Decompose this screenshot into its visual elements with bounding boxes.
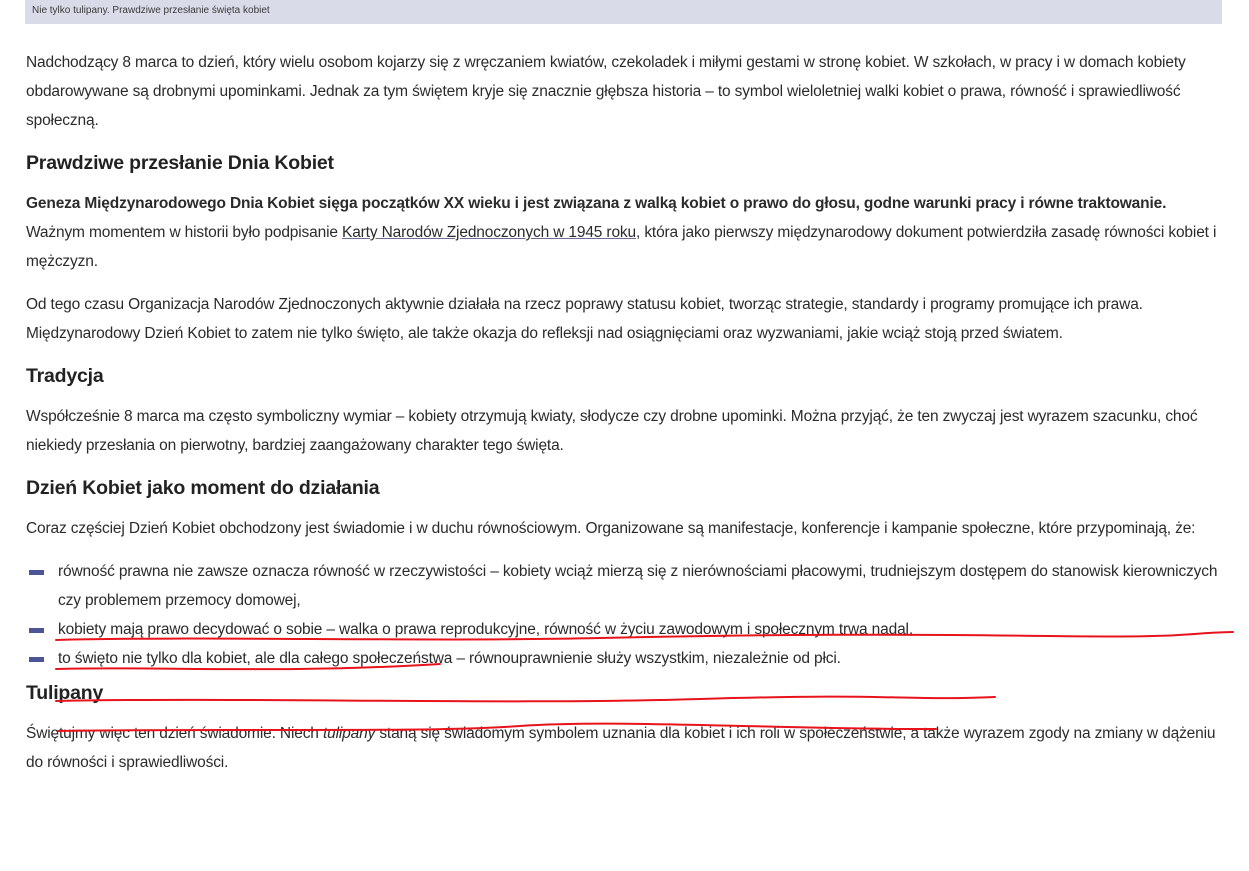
un-paragraph: Od tego czasu Organizacja Narodów Zjednoczonych aktywnie działała na rzecz poprawy statusu kobiet, tworząc strategie, standardy i programy promujące ich prawa. Międzynarodowy Dzień Kobiet to zatem nie tylko święto, ale także okazja do refleksji nad osiągnięciami oraz wyzwaniami, jakie wciąż stoją przed światem.: [26, 296, 1143, 342]
list-item-text: to święto nie tylko dla kobiet, ale dla całego społeczeństwa – równouprawnienie służy wszystkim, niezależnie od płci.: [58, 650, 841, 667]
breadcrumb[interactable]: Nie tylko tulipany. Prawdziwe przesłanie święta kobiet: [32, 5, 270, 16]
action-bullet-list: [26, 557, 1226, 673]
tulips-paragraph: [26, 719, 1226, 777]
list-item-text: równość prawna nie zawsze oznacza równość w rzeczywistości – kobiety wciąż mierzą się z nierównościami płacowymi, trudniejszym dostępem do stanowisk kierowniczych czy problemem przemocy domowej,: [58, 563, 1218, 609]
tulips-text-after: staną się świadomym symbolem uznania dla kobiet i ich roli w społeczeństwie, a także wyrazem zgody na zmiany w dążeniu do równości i sprawiedliwości.: [26, 725, 1216, 771]
genesis-text-after-link: , która jako pierwszy międzynarodowy dokument potwierdziła zasadę równości kobiet i mężczyzn.: [26, 224, 1217, 270]
bullet-marker: [29, 657, 44, 662]
tradition-paragraph: Współcześnie 8 marca ma często symboliczny wymiar – kobiety otrzymują kwiaty, słodycze czy drobne upominki. Można przyjąć, że ten zwyczaj jest wyrazem szacunku, choć niekiedy przesłania on pierwotny, bardziej zaangażowany charakter tego święta.: [26, 408, 1198, 454]
genesis-paragraph: [26, 189, 1226, 276]
section-heading-tradition: Tradycja: [26, 365, 104, 387]
action-paragraph: Coraz częściej Dzień Kobiet obchodzony jest świadomie i w duchu równościowym. Organizowane są manifestacje, konferencje i kampanie społeczne, które przypominają, że:: [26, 520, 1196, 537]
list-item: [26, 557, 1226, 615]
genesis-text-before-link: Ważnym momentem w historii było podpisanie: [26, 224, 343, 241]
list-item: [26, 644, 1226, 673]
intro-paragraph: Nadchodzący 8 marca to dzień, który wielu osobom kojarzy się z wręczaniem kwiatów, czekoladek i miłymi gestami w stronę kobiet. W szkołach, w pracy i w domach kobiety obdarowywane są drobnymi upominkami. Jednak za tym świętem kryje się znacznie głębsza historia – to symbol wieloletniej walki kobiet o prawa, równość i sprawiedliwość społeczną.: [26, 54, 1186, 129]
list-item-text: kobiety mają prawo decydować o sobie – walka o prawa reprodukcyjne, równość w życiu zawodowym i społecznym trwa nadal,: [58, 621, 914, 638]
genesis-bold-lead: Geneza Międzynarodowego Dnia Kobiet sięga początków XX wieku i jest związana z walką kobiet o prawo do głosu, godne warunki pracy i równe traktowanie.: [26, 195, 1167, 212]
section-heading-message: Prawdziwe przesłanie Dnia Kobiet: [26, 152, 334, 174]
tulips-emphasis: tulipany: [322, 725, 376, 742]
tulips-text-before: Świętujmy więc ten dzień świadomie. Niech: [26, 725, 323, 742]
section-heading-action: Dzień Kobiet jako moment do działania: [26, 477, 380, 499]
bullet-marker: [29, 628, 44, 633]
bullet-marker: [29, 570, 44, 575]
article-body: [26, 48, 1226, 791]
list-item: [26, 615, 1226, 644]
un-charter-link[interactable]: Karty Narodów Zjednoczonych w 1945 roku: [342, 224, 636, 241]
section-heading-tulips: Tulipany: [26, 682, 104, 704]
breadcrumb-bar: [25, 0, 1222, 24]
